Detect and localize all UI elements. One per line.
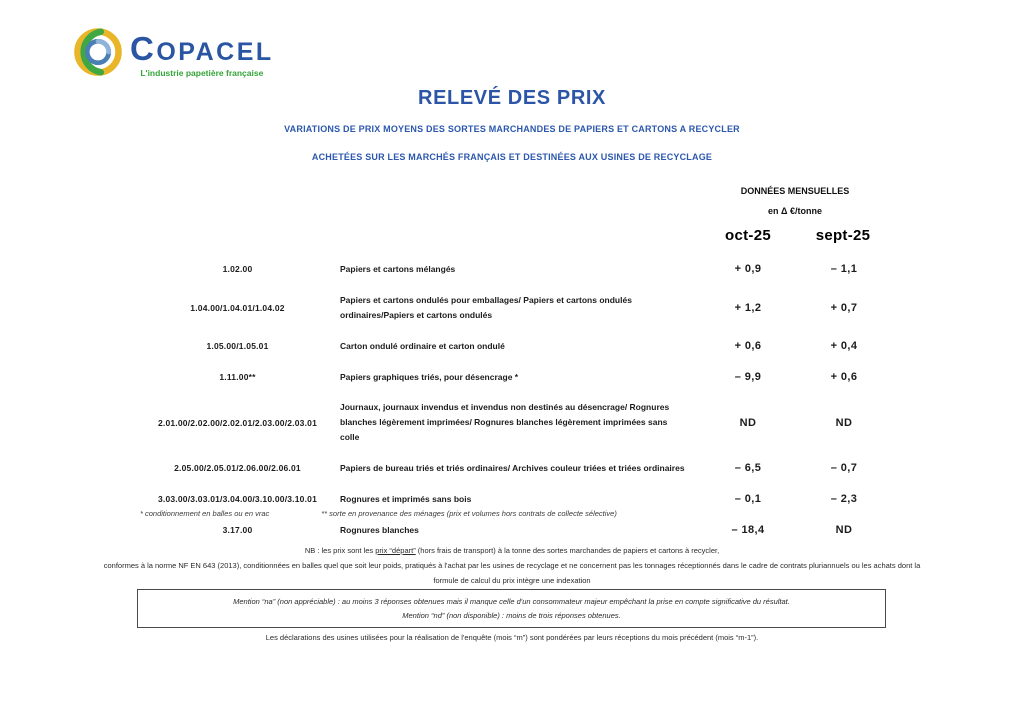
nb-prix-depart-underlined: prix “départ” <box>375 546 416 555</box>
row-label: Carton ondulé ordinaire et carton ondulé <box>340 340 505 351</box>
nb-paragraph <box>100 543 924 588</box>
mention-na-line: Mention “na” (non appréciable) : au moins 3 réponses obtenues mais il manque celle d'un consommateur majeur empêchant la prise en compte significative du résultat. <box>233 597 790 606</box>
row-label: Rognures blanches <box>340 524 419 535</box>
row-value-sept: + 0,4 <box>830 340 858 353</box>
column-header-oct: oct-25 <box>725 227 771 244</box>
row-label: Journaux, journaux invendus et invendus non destinés au désencrage/ Rognures blanches légèrement imprimées/ Rognures blanches légèrement imprimées sans colle <box>340 402 670 443</box>
page-subtitle-1: VARIATIONS DE PRIX MOYENS DES SORTES MARCHANDES DE PAPIERS ET CARTONS A RECYCLER <box>284 124 740 134</box>
copacel-logo <box>70 24 274 80</box>
nb-line1-post: (hors frais de transport) à la tonne des sortes marchandes de papiers et cartons à recycler, <box>415 546 720 555</box>
row-value-sept: + 0,7 <box>830 301 858 314</box>
price-table <box>135 254 892 546</box>
footnote-menages: ** sorte en provenance des ménages (prix et volumes hors contrats de collecte sélective) <box>321 509 617 518</box>
row-value-sept: – 0,7 <box>830 462 858 475</box>
data-header-monthly: DONNÉES MENSUELLES <box>740 186 850 196</box>
footnotes <box>140 509 617 518</box>
row-value-sept: – 1,1 <box>830 263 858 276</box>
row-value-sept: + 0,6 <box>830 370 858 383</box>
data-header-unit: en Δ €/tonne <box>768 206 822 216</box>
column-headers <box>700 227 890 244</box>
row-label: Papiers et cartons mélangés <box>340 264 456 274</box>
row-value-sept: ND <box>835 416 853 429</box>
row-value-oct: – 18,4 <box>731 524 765 537</box>
row-value-oct: + 1,2 <box>734 301 762 314</box>
row-value-oct: – 6,5 <box>734 462 762 475</box>
logo-text <box>130 32 274 78</box>
row-code: 1.05.00/1.05.01 <box>206 341 269 352</box>
mention-box <box>137 589 886 628</box>
row-label: Papiers et cartons ondulés pour emballages/ Papiers et cartons ondulés ordinaires/Papiers et cartons ondulés <box>340 294 632 320</box>
mention-nd-line: Mention “nd” (non disponible) : moins de trois réponses obtenues. <box>402 611 621 621</box>
row-code: 1.02.00 <box>222 264 253 275</box>
table-row <box>135 254 892 285</box>
column-header-sept: sept-25 <box>815 227 871 244</box>
table-row <box>135 515 892 546</box>
row-label: Papiers de bureau triés et triés ordinaires/ Archives couleur triées et triées ordinaires <box>340 463 685 473</box>
nb-line2: conformes à la norme NF EN 643 (2013), conditionnées en balles quel que soit leur poids, pratiqués à l'achat par les usines de recyclage et ne concernent pas les tonnages réceptionnés dans le cadre de contrats pluriannuels ou les achats dont la formule de calcul du prix intègre une indexation <box>103 561 921 585</box>
row-value-oct: ND <box>739 416 757 429</box>
row-value-sept: ND <box>835 524 853 537</box>
row-code: 2.05.00/2.05.01/2.06.00/2.06.01 <box>174 463 301 474</box>
row-value-oct: + 0,6 <box>734 340 762 353</box>
bottom-note: Les déclarations des usines utilisées pour la réalisation de l'enquête (mois “m”) sont pondérées par leurs réceptions du mois précédent (mois “m-1”). <box>265 633 759 642</box>
page-title: RELEVÉ DES PRIX <box>418 87 606 109</box>
row-code: 1.11.00** <box>219 371 256 382</box>
logo-wordmark: COPACEL <box>130 30 274 67</box>
row-label: Rognures et imprimés sans bois <box>340 493 472 504</box>
row-value-sept: – 2,3 <box>830 493 858 506</box>
nb-line1-pre: NB : les prix sont les <box>304 546 376 555</box>
table-row <box>135 362 892 393</box>
footnote-conditionnement: * conditionnement en balles ou en vrac <box>140 509 270 518</box>
row-value-oct: – 9,9 <box>734 370 762 383</box>
row-code: 2.01.00/2.02.00/2.02.01/2.03.00/2.03.01 <box>157 417 318 428</box>
row-label: Papiers graphiques triés, pour désencrage * <box>340 371 519 382</box>
row-code: 3.17.00 <box>222 525 253 536</box>
table-row <box>135 453 892 484</box>
row-code: 1.04.00/1.04.01/1.04.02 <box>190 302 285 313</box>
row-value-oct: – 0,1 <box>734 493 762 506</box>
table-row <box>135 331 892 362</box>
page-subtitle-2: ACHETÉES SUR LES MARCHÉS FRANÇAIS ET DESTINÉES AUX USINES DE RECYCLAGE <box>311 152 713 162</box>
table-row <box>135 392 892 453</box>
copacel-ring-icon <box>70 24 126 80</box>
row-code: 3.03.00/3.03.01/3.04.00/3.10.00/3.10.01 <box>157 494 318 505</box>
table-row <box>135 285 892 331</box>
logo-tagline: L'industrie papetière française <box>140 68 264 78</box>
row-value-oct: + 0,9 <box>734 263 762 276</box>
